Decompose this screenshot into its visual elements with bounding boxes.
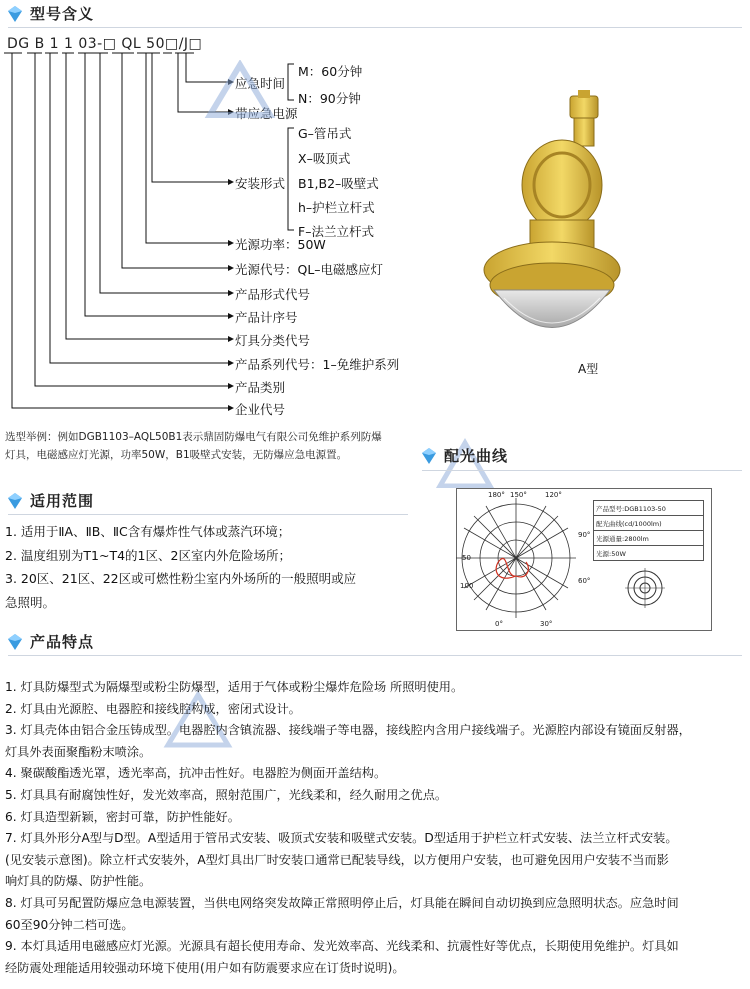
table-cell: 产品型号:DGB1103-50: [594, 501, 704, 516]
divider: [8, 655, 742, 656]
table-cell: 光源通量:2800lm: [594, 531, 704, 546]
diamond-icon: [8, 493, 22, 509]
watermark-logo: [200, 60, 320, 120]
features-list: [5, 677, 745, 979]
diamond-icon: [8, 634, 22, 650]
angle-label: 0°: [495, 620, 503, 628]
divider: [422, 470, 742, 471]
label-emergency-time: 应急时间: [235, 76, 286, 91]
table-cell: 配光曲线(cd/1000lm): [594, 516, 704, 531]
label-company: 企业代号: [235, 402, 286, 417]
label-count-no: 产品计序号: [235, 310, 298, 325]
list-item: (见安装示意图)。除立杆式安装外，A型灯具出厂时安装口通常已配装导线，以方便用户安装，也可避免因用户安装不当而影: [5, 852, 669, 867]
list-item: 60至90分钟二档可选。: [5, 917, 134, 932]
label-category: 产品类别: [235, 380, 286, 395]
radial-label: 100: [460, 582, 474, 590]
angle-label: 120°: [545, 491, 562, 499]
option-install-f: F–法兰立杆式: [298, 224, 374, 239]
list-item: 1. 适用于ⅡA、ⅡB、ⅡC含有爆炸性气体或蒸汽环境；: [5, 524, 291, 539]
section-header-scope: [8, 490, 94, 511]
label-form-code: 产品形式代号: [235, 287, 311, 302]
list-item: 2. 温度组别为T1~T4的1区、2区室内外危险场所；: [5, 547, 291, 563]
list-item: 6. 灯具造型新颖，密封可靠，防护性能好。: [5, 809, 240, 824]
label-source-code: 光源代号：QL–电磁感应灯: [235, 262, 384, 277]
option-install-x: X–吸顶式: [298, 151, 351, 166]
table-cell: 光源:50W: [594, 546, 704, 561]
lamp-top-view-icon: [625, 568, 665, 608]
model-code: DG B 1 1 03-□ QL 50□/J□: [7, 36, 203, 52]
list-item: 8. 灯具可另配置防爆应急电源装置，当供电网络突发故障正常照明停止后，灯具能在瞬间自动切换到应急照明状态。应急时间: [5, 895, 679, 910]
curve-info-table: [593, 500, 704, 561]
angle-label: 30°: [540, 620, 553, 628]
list-item: 急照明。: [5, 594, 56, 610]
explosion-proof-lamp-image: [482, 90, 622, 352]
list-item: 灯具外表面聚酯粉末喷涂。: [5, 744, 152, 759]
label-install: 安装形式: [235, 176, 286, 191]
option-install-g: G–管吊式: [298, 126, 352, 141]
section-title: 配光曲线: [444, 447, 509, 465]
list-item: 9. 本灯具适用电磁感应灯光源。光源具有超长使用寿命、发光效率高、光线柔和、抗震性好等优点，长期使用免维护。灯具如: [5, 939, 679, 954]
angle-label: 180°: [488, 491, 505, 499]
section-title: 产品特点: [30, 633, 95, 651]
section-header-model: [8, 3, 94, 24]
list-item: 3. 20区、21区、22区或可燃性粉尘室内外场所的一般照明或应: [5, 571, 357, 586]
list-item: 4. 聚碳酸酯透光罩，透光率高，抗冲击性好。电器腔为侧面开盖结构。: [5, 766, 387, 781]
list-item: 经防震处理能适用较强动环境下使用(用户如有防震要求应在订货时说明)。: [5, 960, 405, 975]
divider: [8, 27, 742, 28]
label-power: 光源功率：50W: [235, 237, 326, 252]
section-header-curve: [422, 445, 508, 466]
label-series-code: 产品系列代号：1–免维护系列: [235, 357, 400, 372]
section-title: 适用范围: [30, 492, 95, 510]
section-header-features: [8, 631, 94, 652]
product-caption: A型: [578, 362, 599, 376]
list-item: 3. 灯具壳体由铝合金压铸成型。电器腔内含镇流器、接线端子等电器，接线腔内含用户接线端子。光源腔内部设有镜面反射器，: [5, 723, 691, 738]
label-with-emergency: 带应急电源: [235, 106, 298, 121]
section-title: 型号含义: [30, 5, 95, 23]
radial-label: 50: [462, 554, 471, 562]
list-item: 2. 灯具由光源腔、电器腔和接线腔构成，密闭式设计。: [5, 701, 301, 716]
list-item: 5. 灯具具有耐腐蚀性好，发光效率高，照射范围广，光线柔和，经久耐用之优点。: [5, 787, 448, 802]
polar-curve-chart: [456, 488, 596, 629]
selection-example: [5, 428, 405, 464]
angle-label: 60°: [578, 577, 591, 585]
label-class-code: 灯具分类代号: [235, 333, 311, 348]
option-install-b: B1,B2–吸壁式: [298, 176, 379, 191]
diamond-icon: [8, 6, 22, 22]
example-line: 选型举例：例如DGB1103–AQL50B1表示鼎固防爆电气有限公司免维护系列防爆: [5, 431, 382, 443]
diamond-icon: [422, 448, 436, 464]
example-line: 灯具，电磁感应灯光源，功率50W，B1吸壁式安装，无防爆应急电源置。: [5, 449, 348, 461]
scope-list: [5, 520, 356, 614]
option-emergency-m: M：60分钟: [298, 64, 363, 79]
angle-label: 150°: [510, 491, 527, 499]
angle-label: 90°: [578, 531, 591, 539]
divider: [8, 514, 408, 515]
list-item: 1. 灯具防爆型式为隔爆型或粉尘防爆型，适用于气体或粉尘爆炸危险场 所照明使用。: [5, 680, 464, 694]
list-item: 7. 灯具外形分A型与D型。A型适用于管吊式安装、吸顶式安装和吸壁式安装。D型适用于护栏立杆式安装、法兰立杆式安装。: [5, 831, 678, 846]
option-install-h: h–护栏立杆式: [298, 200, 375, 215]
option-emergency-n: N：90分钟: [298, 91, 361, 106]
list-item: 响灯具的防爆、防护性能。: [5, 874, 152, 889]
